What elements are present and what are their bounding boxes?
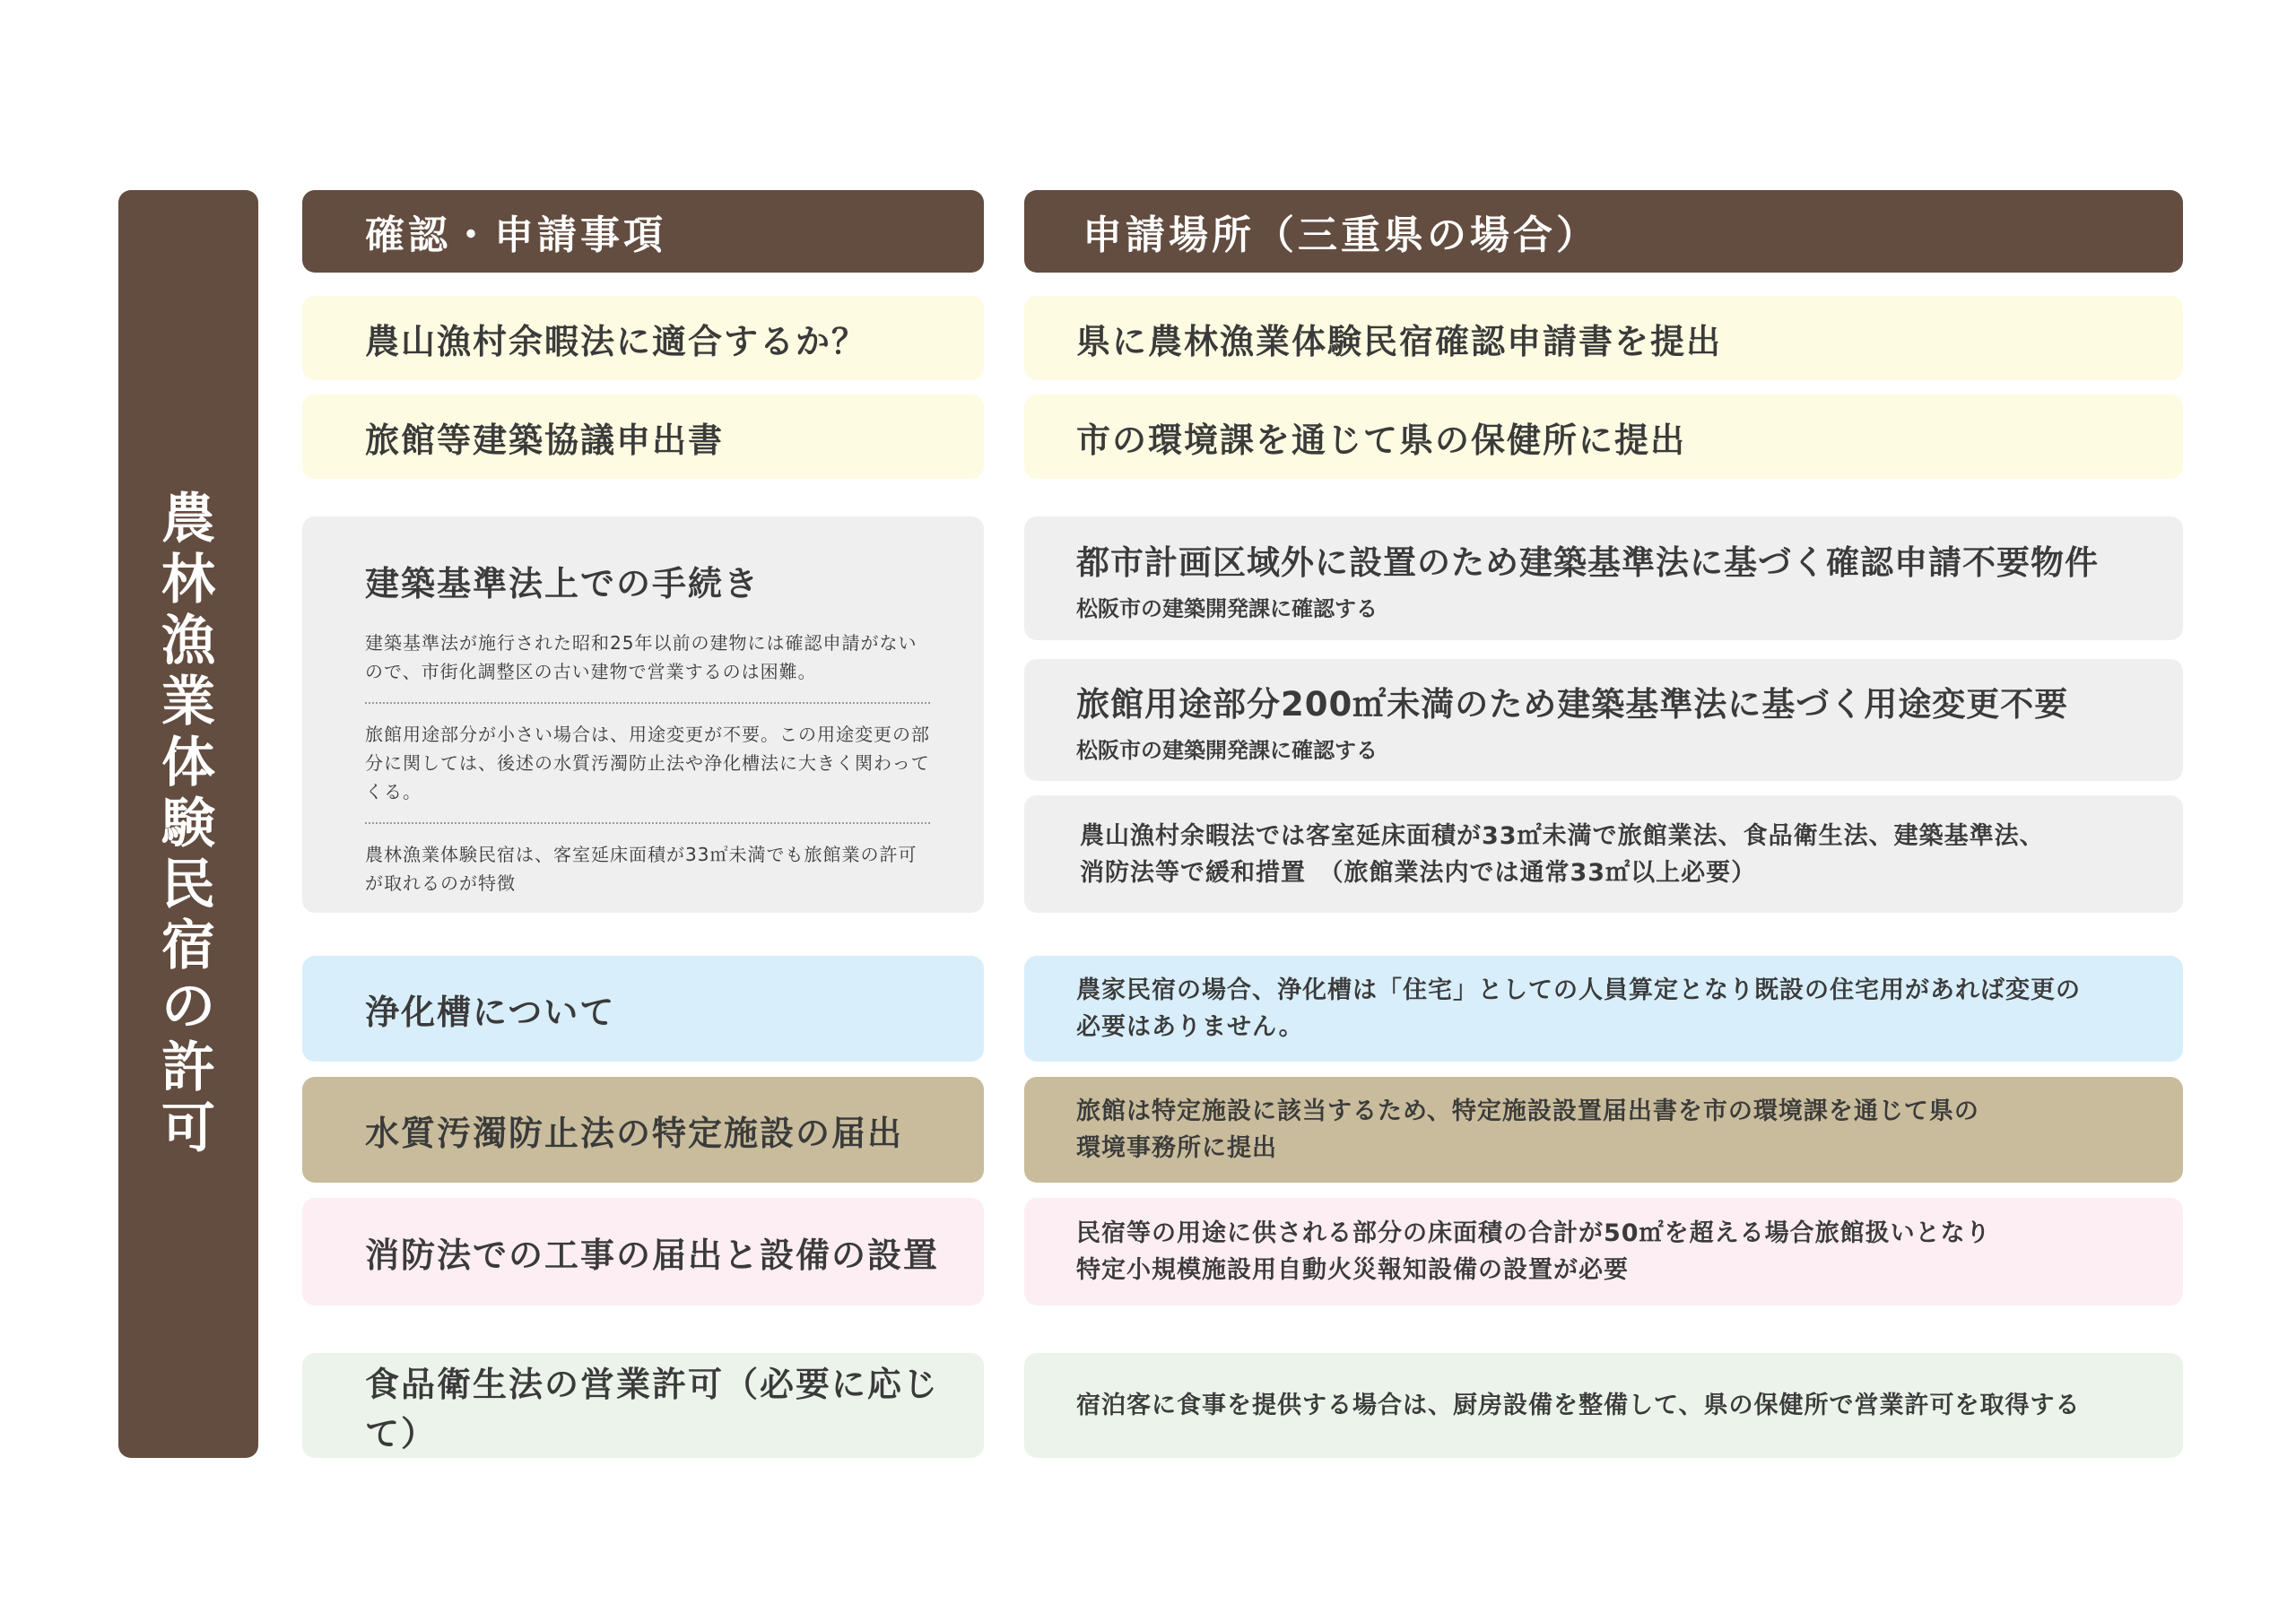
toshi-main: 都市計画区域外に設置のため建築基準法に基づく確認申請不要物件: [1076, 542, 2099, 582]
yoto-sub: 松阪市の建築開発課に確認する: [1076, 737, 1378, 763]
side-title-char: 農: [161, 488, 215, 551]
left-item-kenchiku: [302, 516, 984, 913]
right-item-shokuhin: [1024, 1353, 2183, 1458]
left-item-suishitsu-text: 水質汚濁防止法の特定施設の届出: [365, 1113, 904, 1153]
header-left-label: 確認・申請事項: [365, 213, 666, 258]
kenchiku-note-3: 農林漁業体験民宿は、客室延床面積が33㎡未満でも旅館業の許可が取れるのが特徴: [365, 844, 918, 894]
header-left: [302, 190, 984, 273]
shobo-line-1: 民宿等の用途に供される部分の床面積の合計が50㎡を超える場合旅館扱いとなり: [1076, 1219, 1991, 1247]
left-item-shobo-text: 消防法での工事の届出と設備の設置: [365, 1235, 940, 1275]
right-item-toshi: [1024, 516, 2183, 640]
note-separator: [365, 702, 930, 704]
side-title-char: 宿: [161, 915, 215, 977]
left-item-ryokan: [302, 395, 984, 479]
right-item-yoka: [1024, 296, 2183, 380]
side-title-char: 許: [161, 1037, 215, 1099]
left-item-shobo: [302, 1198, 984, 1305]
side-title-char: 漁: [161, 610, 215, 672]
yoto-main: 旅館用途部分200㎡未満のため建築基準法に基づく用途変更不要: [1076, 684, 2069, 724]
johkaso-line-1: 農家民宿の場合、浄化槽は「住宅」としての人員算定となり既設の住宅用があれば変更の: [1076, 976, 2081, 1004]
kenchiku-title: 建築基準法上での手続き: [365, 564, 761, 603]
side-title-char: 験: [161, 793, 215, 855]
shokuhin-text: 宿泊客に食事を提供する場合は、厨房設備を整備して、県の保健所で営業許可を取得する: [1076, 1392, 2081, 1419]
side-title-char: の: [161, 976, 215, 1038]
kanwa-line-2: 消防法等で緩和措置 （旅館業法内では通常33㎡以上必要）: [1080, 858, 1757, 887]
side-title-char: 民: [161, 854, 215, 916]
right-item-suishitsu: [1024, 1077, 2183, 1183]
kenchiku-note-1: 建築基準法が施行された昭和25年以前の建物には確認申請がないので、市街化調整区の古い建物で営業するのは困難。: [365, 632, 918, 682]
right-item-yoto: [1024, 659, 2183, 781]
shobo-line-2: 特定小規模施設用自動火災報知設備の設置が必要: [1076, 1256, 1629, 1284]
suishitsu-line-2: 環境事務所に提出: [1076, 1134, 1277, 1162]
side-title-char: 業: [161, 671, 215, 733]
suishitsu-line-1: 旅館は特定施設に該当するため、特定施設設置届出書を市の環境課を通じて県の: [1076, 1097, 1979, 1125]
header-right-label: 申請場所（三重県の場合）: [1083, 213, 1599, 258]
left-item-johkaso: [302, 956, 984, 1062]
header-right: [1024, 190, 2183, 273]
right-item-ryokan-text: 市の環境課を通じて県の保健所に提出: [1076, 420, 1687, 460]
right-item-shobo: [1024, 1198, 2183, 1305]
side-title: [161, 489, 215, 1159]
side-title-char: 体: [161, 732, 215, 794]
left-item-ryokan-text: 旅館等建築協議申出書: [365, 420, 725, 460]
toshi-sub: 松阪市の建築開発課に確認する: [1076, 595, 1378, 621]
kenchiku-note-2: 旅館用途部分が小さい場合は、用途変更が不要。この用途変更の部分に関しては、後述の水質汚濁防止法や浄化槽法に大きく関わってくる。: [365, 724, 930, 802]
left-item-suishitsu: [302, 1077, 984, 1183]
right-item-ryokan: [1024, 395, 2183, 479]
left-item-shokuhin-text: 食品衛生法の営業許可（必要に応じて）: [365, 1364, 940, 1453]
left-item-shokuhin: [302, 1353, 984, 1458]
side-title-char: 林: [161, 549, 215, 612]
side-title-char: 可: [161, 1097, 215, 1160]
left-item-yoka: [302, 296, 984, 380]
left-item-yoka-text: 農山漁村余暇法に適合するか？: [365, 321, 868, 361]
johkaso-line-2: 必要はありません。: [1076, 1013, 1304, 1041]
kanwa-line-1: 農山漁村余暇法では客室延床面積が33㎡未満で旅館業法、食品衛生法、建築基準法、: [1080, 821, 2045, 850]
note-separator: [365, 822, 930, 824]
right-item-johkaso: [1024, 956, 2183, 1062]
right-item-yoka-text: 県に農林漁業体験民宿確認申請書を提出: [1076, 321, 1723, 361]
right-item-kanwa: [1024, 795, 2183, 913]
left-item-johkaso-text: 浄化槽について: [365, 992, 616, 1032]
side-title-panel: [118, 190, 258, 1458]
